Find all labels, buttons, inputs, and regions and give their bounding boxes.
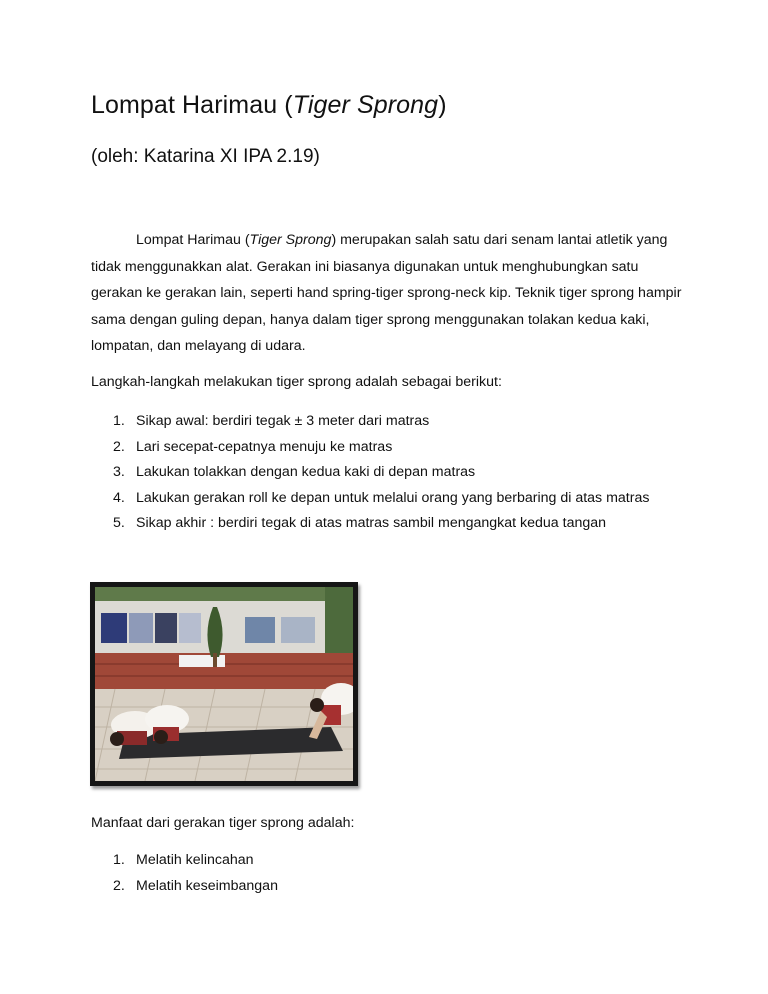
intro-paragraph <box>91 227 691 360</box>
list-text: Lakukan gerakan roll ke depan untuk melalui orang yang berbaring di atas matras <box>136 489 650 506</box>
intro-rest: ) merupakan salah satu dari senam lantai atletik yang tidak menggunakkan alat. Gerakan ini biasanya digunakan untuk menghubungkan satu gerakan ke gerakan lain, seperti hand spring-tiger sprong-neck kip. Teknik tiger sprong hampir sama dengan guling depan, hanya dalam tiger sprong menggunakan tolakan kedua kaki, lompatan, dan melayang di udara. <box>91 232 682 354</box>
list-text: Melatih keseimbangan <box>136 877 278 894</box>
list-number: 1. <box>113 852 125 868</box>
title-text: Lompat Harimau ( <box>91 91 293 119</box>
list-item <box>91 460 691 486</box>
list-item <box>91 486 691 512</box>
list-item <box>91 511 691 537</box>
page-title <box>91 88 447 122</box>
list-text: Sikap awal: berdiri tegak ± 3 meter dari matras <box>136 413 430 429</box>
benefits-heading: Manfaat dari gerakan tiger sprong adalah: <box>91 815 355 831</box>
intro-lead: Lompat Harimau ( <box>136 232 250 248</box>
list-text: Lakukan tolakkan dengan kedua kaki di depan matras <box>136 464 476 481</box>
benefits-list <box>91 848 691 899</box>
title-close: ) <box>438 91 447 119</box>
list-item <box>91 848 691 874</box>
list-item <box>91 874 691 900</box>
list-text: Lari secepat-cepatnya menuju ke matras <box>136 438 393 455</box>
list-number: 1. <box>113 413 125 429</box>
steps-list <box>91 409 691 537</box>
photo-illustration <box>95 587 353 781</box>
steps-heading: Langkah-langkah melakukan tiger sprong adalah sebagai berikut: <box>91 374 502 390</box>
title-italic: Tiger Sprong <box>292 91 439 119</box>
list-number: 4. <box>113 489 125 506</box>
list-number: 2. <box>113 877 125 894</box>
tiger-sprong-photo <box>90 582 358 786</box>
list-text: Sikap akhir : berdiri tegak di atas matras sambil mengangkat kedua tangan <box>136 515 607 532</box>
list-item <box>91 409 691 435</box>
list-number: 2. <box>113 438 125 455</box>
list-item <box>91 435 691 461</box>
list-text: Melatih kelincahan <box>136 852 254 868</box>
author-subtitle: (oleh: Katarina XI IPA 2.19) <box>91 146 320 167</box>
list-number: 3. <box>113 464 125 481</box>
list-number: 5. <box>113 515 125 532</box>
intro-italic: Tiger Sprong <box>249 232 332 248</box>
